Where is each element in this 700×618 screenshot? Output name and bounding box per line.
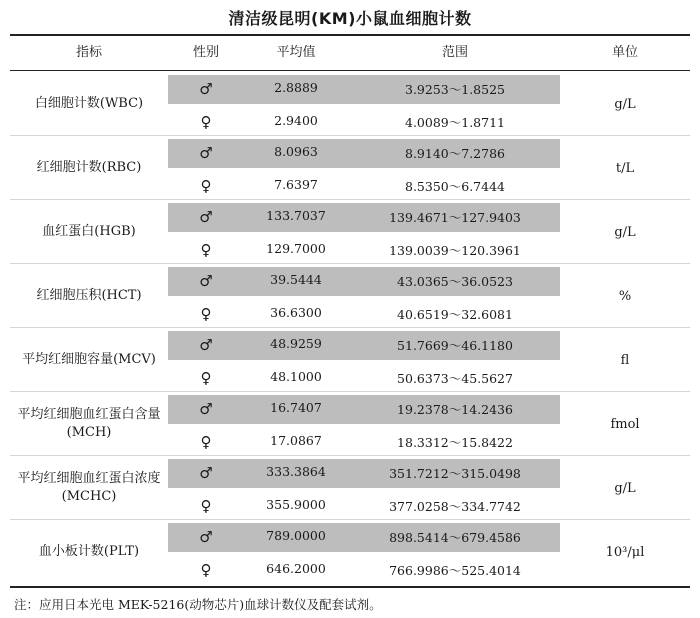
male-range: 351.7212～315.0498 [389,466,521,481]
male-range: 19.2378～14.2436 [397,402,513,417]
index-name: 平均红细胞血红蛋白含量(MCH) [17,407,161,440]
unit: g/L [614,224,636,240]
female-mean: 17.0867 [270,433,322,448]
female-mean: 2.9400 [274,113,318,128]
header-range: 范围 [441,45,468,60]
table-row [10,520,690,584]
female-range: 766.9986～525.4014 [389,563,521,578]
index-name: 红细胞压积(HCT) [36,288,142,303]
unit: t/L [615,160,635,176]
table-row [10,328,690,392]
female-mean: 646.2000 [266,561,326,576]
table-note: 注：应用日本光电 MEK-5216(动物芯片)血球计数仪及配套试剂。 [14,597,382,612]
male-range: 898.5414～679.4586 [389,530,521,545]
male-range: 139.4671～127.9403 [389,210,521,225]
index-name: 血小板计数(PLT) [38,544,140,559]
female-symbol: ♀ [200,433,212,451]
unit: g/L [614,480,636,496]
index-name: 红细胞计数(RBC) [36,160,142,175]
female-symbol: ♀ [200,305,212,323]
table-row [10,72,690,136]
table-title: 清洁级昆明(KM)小鼠血细胞计数 [228,9,472,28]
male-symbol: ♂ [199,528,213,546]
male-symbol: ♂ [199,144,213,162]
female-mean: 36.6300 [270,305,322,320]
male-mean: 133.7037 [266,208,326,223]
unit: 10³/μl [605,544,645,560]
female-symbol: ♀ [200,369,212,387]
female-range: 18.3312～15.8422 [397,435,513,450]
male-mean: 48.9259 [270,336,322,351]
female-range: 377.0258～334.7742 [389,499,521,514]
female-range: 50.6373～45.5627 [397,371,513,386]
male-mean: 2.8889 [274,80,318,95]
female-mean: 48.1000 [270,369,322,384]
female-range: 8.5350～6.7444 [405,179,505,194]
index-name: 平均红细胞血红蛋白浓度(MCHC) [17,471,161,504]
female-symbol: ♀ [200,497,212,515]
female-mean: 129.7000 [266,241,326,256]
male-mean: 16.7407 [270,400,322,415]
male-symbol: ♂ [199,80,213,98]
male-mean: 8.0963 [274,144,318,159]
unit: g/L [614,96,636,112]
male-mean: 333.3864 [266,464,326,479]
header-sex: 性别 [192,45,219,60]
male-mean: 39.5444 [270,272,322,287]
female-mean: 355.9000 [266,497,326,512]
female-symbol: ♀ [200,113,212,131]
index-name: 白细胞计数(WBC) [34,96,144,111]
table-row [10,264,690,328]
male-symbol: ♂ [199,464,213,482]
male-range: 3.9253～1.8525 [405,82,505,97]
female-range: 139.0039～120.3961 [389,243,521,258]
female-range: 40.6519～32.6081 [397,307,513,322]
unit: % [618,288,632,304]
male-mean: 789.0000 [266,528,326,543]
female-mean: 7.6397 [274,177,318,192]
male-range: 8.9140～7.2786 [405,146,505,161]
header-mean: 平均值 [276,45,316,60]
unit: fmol [610,416,640,432]
unit: fl [620,352,630,368]
male-symbol: ♂ [199,336,213,354]
index-name: 血红蛋白(HGB) [42,224,136,239]
table-row [10,136,690,200]
header-index: 指标 [75,45,102,60]
female-symbol: ♀ [200,241,212,259]
table-row [10,200,690,264]
female-symbol: ♀ [200,561,212,579]
male-range: 51.7669～46.1180 [397,338,513,353]
male-symbol: ♂ [199,400,213,418]
index-name: 平均红细胞容量(MCV) [22,352,156,367]
female-range: 4.0089～1.8711 [405,115,505,130]
male-symbol: ♂ [199,208,213,226]
header-rule [10,70,690,71]
female-symbol: ♀ [200,177,212,195]
bottom-rule [10,586,690,588]
male-symbol: ♂ [199,272,213,290]
table-row [10,392,690,456]
table-row [10,456,690,520]
male-range: 43.0365～36.0523 [397,274,513,289]
header-unit: 单位 [611,45,638,60]
